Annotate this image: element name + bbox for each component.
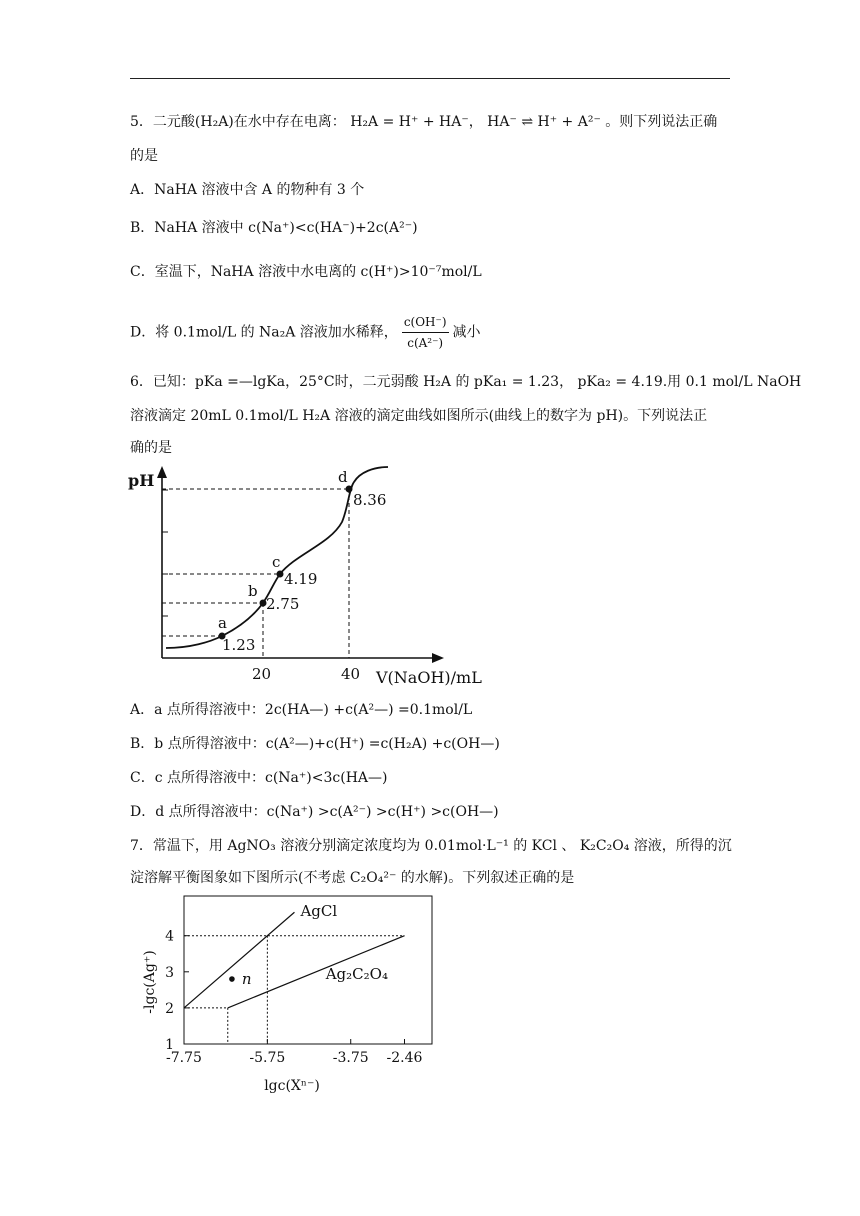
y-tick-label: 3: [165, 964, 174, 981]
q6-option-d: D．d 点所得溶液中：c(Na⁺) >c(A²⁻) >c(H⁺) >c(OH—): [130, 804, 499, 820]
q5-option-d-text: D．将 0.1mol/L 的 Na₂A 溶液加水稀释，: [130, 324, 398, 341]
point-b-name: b: [248, 582, 258, 600]
q5-option-d-fraction: [402, 312, 449, 353]
fraction-denominator: c(A²⁻): [407, 336, 444, 350]
y-tick-label: 2: [165, 1000, 174, 1017]
point-a-name: a: [218, 614, 227, 632]
titration-curve-chart: [120, 462, 500, 690]
x-tick-20: 20: [252, 665, 272, 683]
point-c-ph: 4.19: [284, 570, 318, 588]
q7-stem-line2: 淀溶解平衡图象如下图所示(不考虑 C₂O₄²⁻ 的水解)。下列叙述正确的是: [130, 870, 575, 886]
point-n-label: n: [241, 970, 252, 989]
x-tick-label: -5.75: [249, 1050, 286, 1066]
q5-option-c: C．室温下，NaHA 溶液中水电离的 c(H⁺)>10⁻⁷mol/L: [130, 264, 482, 280]
point-d: [346, 486, 353, 493]
point-b-ph: 2.75: [266, 595, 300, 613]
q6-stem-line3: 确的是: [130, 440, 172, 456]
agcl-line: [184, 912, 294, 1008]
q5-option-d: [130, 312, 481, 353]
y-tick-label: 4: [165, 928, 174, 945]
q5-option-d-suffix: 减小: [452, 324, 481, 341]
titration-guide-lines: [162, 489, 349, 658]
q5-option-b: B．NaHA 溶液中 c(Na⁺)<c(HA⁻)+2c(A²⁻): [130, 220, 418, 236]
solubility-y-label: -lgc(Ag⁺): [142, 950, 158, 1014]
point-n: [229, 976, 235, 982]
titration-x-arrow: [432, 653, 444, 663]
point-c: [277, 571, 284, 578]
header-rule: [130, 78, 730, 79]
y-tick-label: 1: [165, 1037, 174, 1053]
q6-stem-line2: 溶液滴定 20mL 0.1mol/L H₂A 溶液的滴定曲线如图所示(曲线上的数字为 pH)。下列说法正: [130, 408, 708, 424]
titration-y-label: pH: [128, 471, 155, 490]
fraction-numerator: c(OH⁻): [402, 312, 449, 333]
q6-option-c: C．c 点所得溶液中：c(Na⁺)<3c(HA—): [130, 770, 388, 786]
point-a-ph: 1.23: [222, 636, 256, 654]
titration-x-label: V(NaOH)/mL: [376, 668, 482, 687]
q6-option-a: A．a 点所得溶液中：2c(HA—) +c(A²—) =0.1mol/L: [130, 702, 473, 718]
titration-y-arrow: [157, 466, 167, 478]
solubility-chart: [132, 890, 452, 1100]
agcl-series-label: AgCl: [300, 902, 338, 921]
ag2c2o4-series-label: Ag₂C₂O₄: [325, 965, 388, 984]
x-tick-40: 40: [341, 665, 361, 683]
q5-stem-line2: 的是: [130, 148, 158, 164]
x-tick-label: -2.46: [386, 1050, 423, 1066]
q5-option-a: A．NaHA 溶液中含 A 的物种有 3 个: [130, 182, 365, 198]
q7-stem-line1: 7．常温下，用 AgNO₃ 溶液分别滴定浓度均为 0.01mol·L⁻¹ 的 KCl 、 K₂C₂O₄ 溶液，所得的沉: [130, 838, 732, 854]
x-tick-label: -3.75: [332, 1050, 369, 1066]
q5-stem-line1: 5．二元酸(H₂A)在水中存在电离： H₂A = H⁺ + HA⁻， HA⁻ ⇌ H⁺ + A²⁻ 。则下列说法正确: [130, 114, 718, 130]
point-d-ph: 8.36: [353, 491, 387, 509]
x-tick-label: -7.75: [166, 1050, 202, 1066]
solubility-x-label: lgc(Xⁿ⁻): [264, 1078, 320, 1094]
point-c-name: c: [272, 553, 281, 571]
q6-stem-line1: 6．已知：pKa =—lgKa，25°C时，二元弱酸 H₂A 的 pKa₁ = 1.23， pKa₂ = 4.19.用 0.1 mol/L NaOH: [130, 374, 802, 390]
point-d-name: d: [338, 468, 348, 486]
q6-option-b: B．b 点所得溶液中：c(A²—)+c(H⁺) =c(H₂A) +c(OH—): [130, 736, 500, 752]
